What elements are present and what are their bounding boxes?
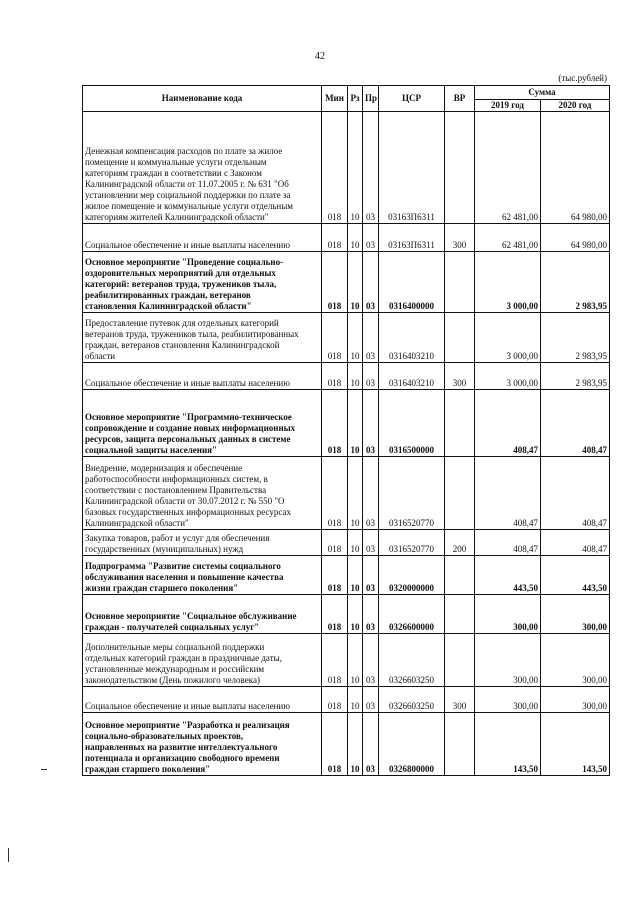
row-rz: 10 bbox=[348, 530, 363, 556]
row-name: Предоставление путевок для отдельных категорий ветеранов труда, тружеников тыла, реабилитированных граждан, ветеранов становления Калининградской области bbox=[83, 313, 322, 363]
row-value-2019: 408,47 bbox=[475, 530, 541, 556]
row-rz: 10 bbox=[348, 252, 363, 313]
header-vr: ВР bbox=[445, 86, 475, 112]
row-value-2019: 3 000,00 bbox=[475, 252, 541, 313]
row-csr: 0316520770 bbox=[379, 530, 445, 556]
row-csr: 03163П6311 bbox=[379, 112, 445, 224]
row-value-2019: 3 000,00 bbox=[475, 313, 541, 363]
row-rz: 10 bbox=[348, 363, 363, 390]
header-2020: 2020 год bbox=[541, 100, 610, 112]
row-min: 018 bbox=[322, 224, 348, 252]
row-name: Социальное обеспечение и иные выплаты населению bbox=[83, 687, 322, 713]
row-vr bbox=[445, 556, 475, 595]
row-min: 018 bbox=[322, 313, 348, 363]
row-value-2020: 443,50 bbox=[541, 556, 610, 595]
row-pr: 03 bbox=[363, 390, 379, 457]
row-value-2020: 2 983,95 bbox=[541, 313, 610, 363]
row-vr bbox=[445, 634, 475, 687]
row-rz: 10 bbox=[348, 595, 363, 634]
row-csr: 0326603250 bbox=[379, 687, 445, 713]
row-vr: 300 bbox=[445, 363, 475, 390]
row-rz: 10 bbox=[348, 687, 363, 713]
row-pr: 03 bbox=[363, 556, 379, 595]
table-row bbox=[83, 457, 610, 530]
table-row bbox=[83, 595, 610, 634]
table-header bbox=[83, 86, 610, 112]
row-vr: 300 bbox=[445, 687, 475, 713]
row-pr: 03 bbox=[363, 595, 379, 634]
row-min: 018 bbox=[322, 457, 348, 530]
row-rz: 10 bbox=[348, 390, 363, 457]
row-csr: 0326800000 bbox=[379, 713, 445, 776]
row-vr bbox=[445, 713, 475, 776]
margin-mark bbox=[8, 848, 9, 862]
row-min: 018 bbox=[322, 530, 348, 556]
row-pr: 03 bbox=[363, 634, 379, 687]
row-min: 018 bbox=[322, 713, 348, 776]
row-min: 018 bbox=[322, 390, 348, 457]
row-min: 018 bbox=[322, 556, 348, 595]
table-row bbox=[83, 530, 610, 556]
table-row bbox=[83, 687, 610, 713]
row-name: Основное мероприятие "Проведение социально- оздоровительных мероприятий для отдельных категорий: ветеранов труда, тружеников тыла, реабилитированных граждан, ветеранов становления Калининградской области" bbox=[83, 252, 322, 313]
row-vr bbox=[445, 390, 475, 457]
row-csr: 0316403210 bbox=[379, 313, 445, 363]
row-vr bbox=[445, 313, 475, 363]
row-name: Основное мероприятие "Социальное обслуживание граждан - получателей социальных услуг" bbox=[83, 595, 322, 634]
row-vr: 300 bbox=[445, 224, 475, 252]
table-body bbox=[83, 112, 610, 776]
row-csr: 0326603250 bbox=[379, 634, 445, 687]
row-vr bbox=[445, 112, 475, 224]
row-pr: 03 bbox=[363, 363, 379, 390]
row-min: 018 bbox=[322, 595, 348, 634]
budget-table bbox=[82, 85, 610, 776]
table-row bbox=[83, 112, 610, 224]
row-csr: 0320000000 bbox=[379, 556, 445, 595]
header-min: Мин bbox=[322, 86, 348, 112]
row-name: Денежная компенсация расходов по плате за жилое помещение и коммунальные услуги отдельным категориям граждан в соответствии с Законом Калининградской области от 11.07.2005 г. № 631 "Об установлении мер социальной поддержки по плате за жилое помещение и коммунальные услуги отдельным категориям жителей Калининградской области" bbox=[83, 112, 322, 224]
row-value-2019: 62 481,00 bbox=[475, 224, 541, 252]
header-pr: Пр bbox=[363, 86, 379, 112]
row-pr: 03 bbox=[363, 457, 379, 530]
row-value-2019: 300,00 bbox=[475, 634, 541, 687]
row-value-2020: 300,00 bbox=[541, 595, 610, 634]
row-rz: 10 bbox=[348, 713, 363, 776]
header-rz: Рз bbox=[348, 86, 363, 112]
row-min: 018 bbox=[322, 687, 348, 713]
row-rz: 10 bbox=[348, 224, 363, 252]
row-value-2019: 300,00 bbox=[475, 687, 541, 713]
row-value-2020: 64 980,00 bbox=[541, 224, 610, 252]
table-row bbox=[83, 252, 610, 313]
table-row bbox=[83, 556, 610, 595]
row-vr: 200 bbox=[445, 530, 475, 556]
row-min: 018 bbox=[322, 252, 348, 313]
row-name: Основное мероприятие "Программно-техническое сопровождение и создание новых информационных ресурсов, защита персональных данных в системе социальной защиты населения" bbox=[83, 390, 322, 457]
row-value-2020: 2 983,95 bbox=[541, 252, 610, 313]
row-pr: 03 bbox=[363, 313, 379, 363]
header-name: Наименование кода bbox=[83, 86, 322, 112]
row-value-2019: 408,47 bbox=[475, 390, 541, 457]
margin-mark bbox=[41, 769, 47, 770]
table-row bbox=[83, 363, 610, 390]
row-value-2019: 408,47 bbox=[475, 457, 541, 530]
table-row bbox=[83, 713, 610, 776]
row-name: Закупка товаров, работ и услуг для обеспечения государственных (муниципальных) нужд bbox=[83, 530, 322, 556]
row-csr: 0326600000 bbox=[379, 595, 445, 634]
header-csr: ЦСР bbox=[379, 86, 445, 112]
row-vr bbox=[445, 595, 475, 634]
row-csr: 0316400000 bbox=[379, 252, 445, 313]
row-name: Социальное обеспечение и иные выплаты населению bbox=[83, 224, 322, 252]
row-min: 018 bbox=[322, 363, 348, 390]
table-row bbox=[83, 224, 610, 252]
row-name: Внедрение, модернизация и обеспечение работоспособности информационных систем, в соответствии с постановлением Правительства Калининградской области от 30.07.2012 г. № 550 "О базовых государственных информационных ресурсах Калининградской области" bbox=[83, 457, 322, 530]
row-csr: 0316520770 bbox=[379, 457, 445, 530]
row-vr bbox=[445, 457, 475, 530]
row-value-2019: 300,00 bbox=[475, 595, 541, 634]
row-rz: 10 bbox=[348, 457, 363, 530]
row-value-2019: 143,50 bbox=[475, 713, 541, 776]
row-value-2020: 408,47 bbox=[541, 390, 610, 457]
row-pr: 03 bbox=[363, 713, 379, 776]
row-rz: 10 bbox=[348, 112, 363, 224]
row-name: Социальное обеспечение и иные выплаты населению bbox=[83, 363, 322, 390]
row-csr: 0316500000 bbox=[379, 390, 445, 457]
header-2019: 2019 год bbox=[475, 100, 541, 112]
row-value-2020: 408,47 bbox=[541, 530, 610, 556]
row-csr: 0316403210 bbox=[379, 363, 445, 390]
row-value-2020: 143,50 bbox=[541, 713, 610, 776]
row-value-2020: 300,00 bbox=[541, 687, 610, 713]
row-name: Подпрограмма "Развитие системы социального обслуживания населения и повышение качества жизни граждан старшего поколения" bbox=[83, 556, 322, 595]
row-value-2020: 64 980,00 bbox=[541, 112, 610, 224]
units-label: (тыс.рублей) bbox=[558, 73, 607, 83]
row-value-2020: 300,00 bbox=[541, 634, 610, 687]
row-rz: 10 bbox=[348, 313, 363, 363]
row-value-2020: 408,47 bbox=[541, 457, 610, 530]
row-rz: 10 bbox=[348, 634, 363, 687]
page-number: 42 bbox=[315, 51, 325, 62]
table-row bbox=[83, 313, 610, 363]
row-value-2019: 3 000,00 bbox=[475, 363, 541, 390]
row-name: Дополнительные меры социальной поддержки отдельных категорий граждан в праздничные даты, установленные международным и российским законодательством (День пожилого человека) bbox=[83, 634, 322, 687]
row-pr: 03 bbox=[363, 252, 379, 313]
row-pr: 03 bbox=[363, 687, 379, 713]
row-min: 018 bbox=[322, 634, 348, 687]
row-name: Основное мероприятие "Разработка и реализация социально-образовательных проектов, направленных на развитие интеллектуального потенциала и организацию свободного времени граждан старшего поколения" bbox=[83, 713, 322, 776]
row-pr: 03 bbox=[363, 224, 379, 252]
row-rz: 10 bbox=[348, 556, 363, 595]
row-pr: 03 bbox=[363, 112, 379, 224]
header-sum: Сумма bbox=[475, 86, 610, 100]
table-row bbox=[83, 634, 610, 687]
row-min: 018 bbox=[322, 112, 348, 224]
row-vr bbox=[445, 252, 475, 313]
row-value-2020: 2 983,95 bbox=[541, 363, 610, 390]
row-value-2019: 443,50 bbox=[475, 556, 541, 595]
row-pr: 03 bbox=[363, 530, 379, 556]
table-row bbox=[83, 390, 610, 457]
row-value-2019: 62 481,00 bbox=[475, 112, 541, 224]
row-csr: 03163П6311 bbox=[379, 224, 445, 252]
